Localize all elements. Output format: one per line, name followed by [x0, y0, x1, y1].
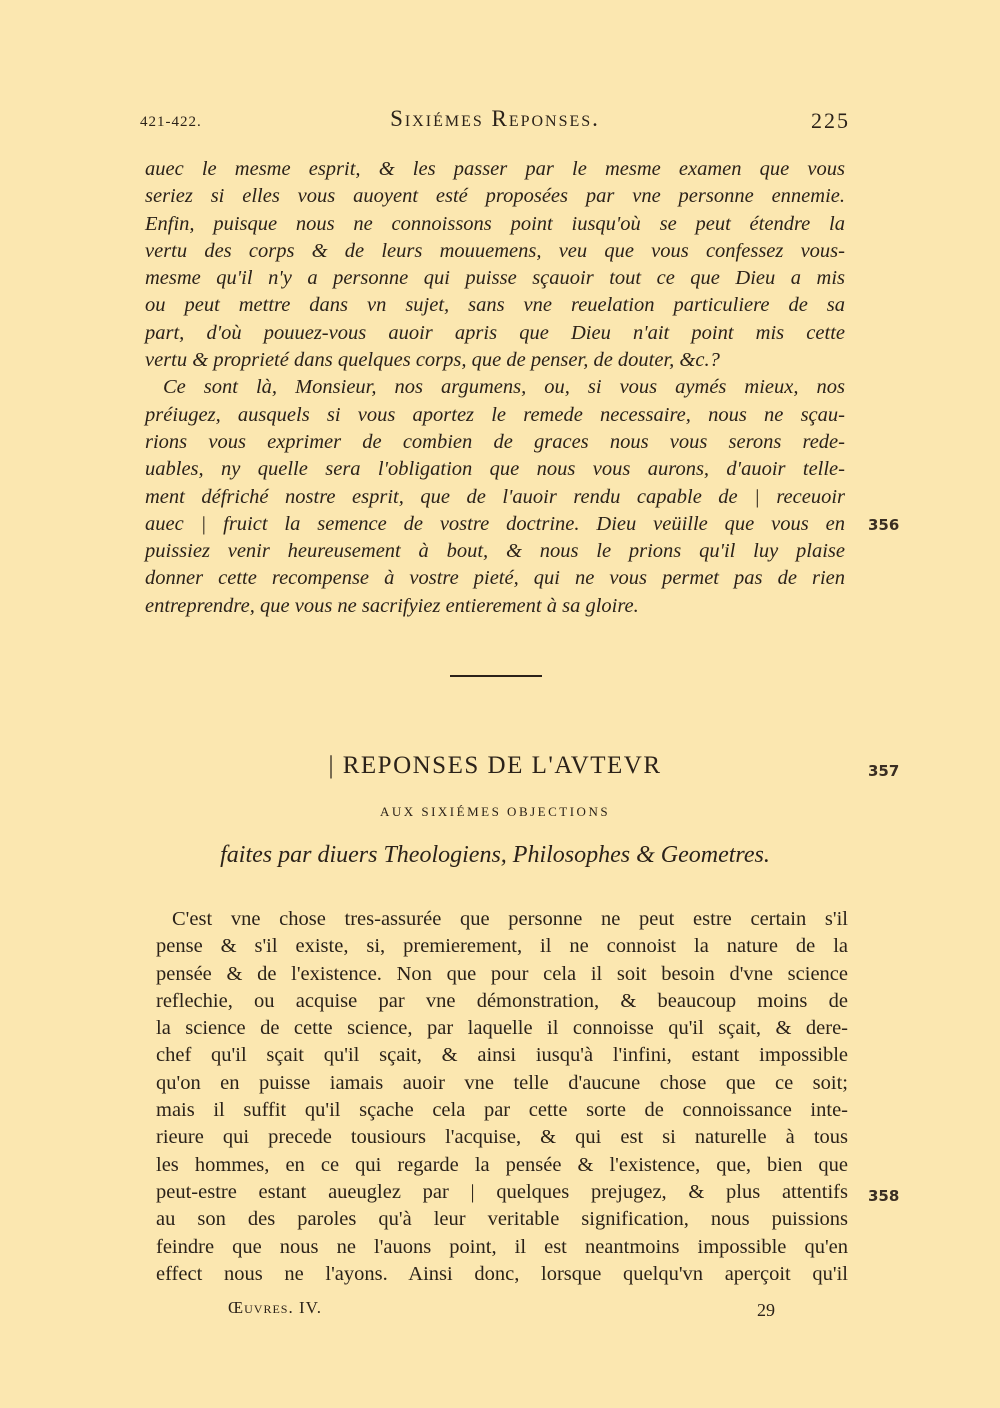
text-line: mais il suffit qu'il sçache cela par cette sorte de connoissance inte- [156, 1099, 848, 1122]
section-title: | REPONSES DE L'AVTEVR [328, 752, 662, 779]
text-line: auec le mesme esprit, & les passer par le mesme examen que vous [145, 158, 845, 180]
text-line: ment défriché nostre esprit, que de l'auoir rendu capable de | receuoir [145, 485, 845, 508]
text-line: pensée & de l'existence. Non que pour cela il soit besoin d'vne science [156, 962, 848, 985]
text-line: Ce sont là, Monsieur, nos argumens, ou, si vous aymés mieux, nos [163, 376, 845, 399]
text-line: les hommes, en ce qui regarde la pensée & l'existence, que, bien que [156, 1153, 848, 1176]
response-text-block [156, 906, 848, 1288]
text-line: part, d'où pouuez-vous auoir apris que Dieu n'ait point mis cette [145, 321, 845, 344]
footer-volume: Œuvres. IV. [228, 1298, 322, 1317]
text-line: la science de cette science, par laquelle il connoisse qu'il sçait, & dere- [156, 1017, 848, 1040]
text-line: uables, ny quelle sera l'obligation que nous vous aurons, d'auoir telle- [145, 458, 845, 481]
text-line: entreprendre, que vous ne sacrifyiez entierement à sa gloire. [145, 594, 639, 617]
text-line: vertu & proprieté dans quelques corps, que de penser, de douter, &c.? [145, 349, 720, 372]
text-line: préiugez, ausquels si vous aportez le remede necessaire, nous ne sçau- [145, 403, 845, 426]
running-header [140, 106, 850, 138]
header-page-number: 225 [811, 108, 850, 133]
text-line: donner cette recompense à vostre pieté, qui ne vous permet pas de rien [145, 567, 845, 590]
text-line: rions vous exprimer de combien de graces nous vous serons rede- [145, 430, 845, 453]
footer-signature: 29 [757, 1300, 775, 1320]
margin-page-ref: 356 [868, 516, 900, 534]
text-line: qu'on en puisse iamais auoir vne telle d'aucune chose que ce soit; [156, 1071, 848, 1094]
text-line: chef qu'il sçait qu'il sçait, & ainsi iusqu'à l'infini, estant impossible [156, 1044, 848, 1067]
text-line: reflechie, ou acquise par vne démonstration, & beaucoup moins de [156, 989, 848, 1012]
text-line: Enfin, puisque nous ne connoissons point iusqu'où se peut étendre la [145, 212, 845, 235]
section-subtitle: AUX SIXIÉMES OBJECTIONS [379, 804, 611, 819]
text-line: vertu des corps & de leurs mouuemens, veu que vous confessez vous- [145, 239, 845, 262]
objection-text-block [145, 156, 845, 620]
text-line: peut-estre estant aueuglez par | quelques prejugez, & plus attentifs [156, 1180, 848, 1203]
margin-page-ref: 358 [868, 1187, 900, 1205]
text-line: C'est vne chose tres-assurée que personne ne peut estre certain s'il [172, 908, 848, 930]
section-subtitle-italic: faites par diuers Theologiens, Philosophes & Geometres. [220, 842, 770, 868]
text-line: effect nous ne l'ayons. Ainsi donc, lorsque quelqu'vn aperçoit qu'il [156, 1262, 848, 1285]
text-line: pense & s'il existe, si, premierement, il ne connoist la nature de la [156, 935, 848, 958]
header-page-range: 421-422. [140, 114, 202, 130]
margin-page-ref: 357 [868, 762, 900, 780]
text-line: feindre que nous ne l'auons point, il est neantmoins impossible qu'en [156, 1235, 848, 1258]
text-line: ou peut mettre dans vn sujet, sans vne reuelation particuliere de sa [145, 294, 845, 317]
text-line: auec | fruict la semence de vostre doctrine. Dieu veüille que vous en [145, 512, 845, 535]
header-title: Sixiémes Reponses. [390, 106, 600, 131]
text-line: puissiez venir heureusement à bout, & nous le prions qu'il luy plaise [145, 540, 845, 563]
text-line: mesme qu'il n'y a personne qui puisse sçauoir tout ce que Dieu a mis [145, 267, 845, 290]
text-line: rieure qui precede tousiours l'acquise, & qui est si naturelle à tous [156, 1126, 848, 1149]
section-divider [450, 675, 542, 677]
text-line: seriez si elles vous auoyent esté proposées par vne personne ennemie. [145, 185, 845, 208]
text-line: au son des paroles qu'à leur veritable signification, nous puissions [156, 1208, 848, 1231]
